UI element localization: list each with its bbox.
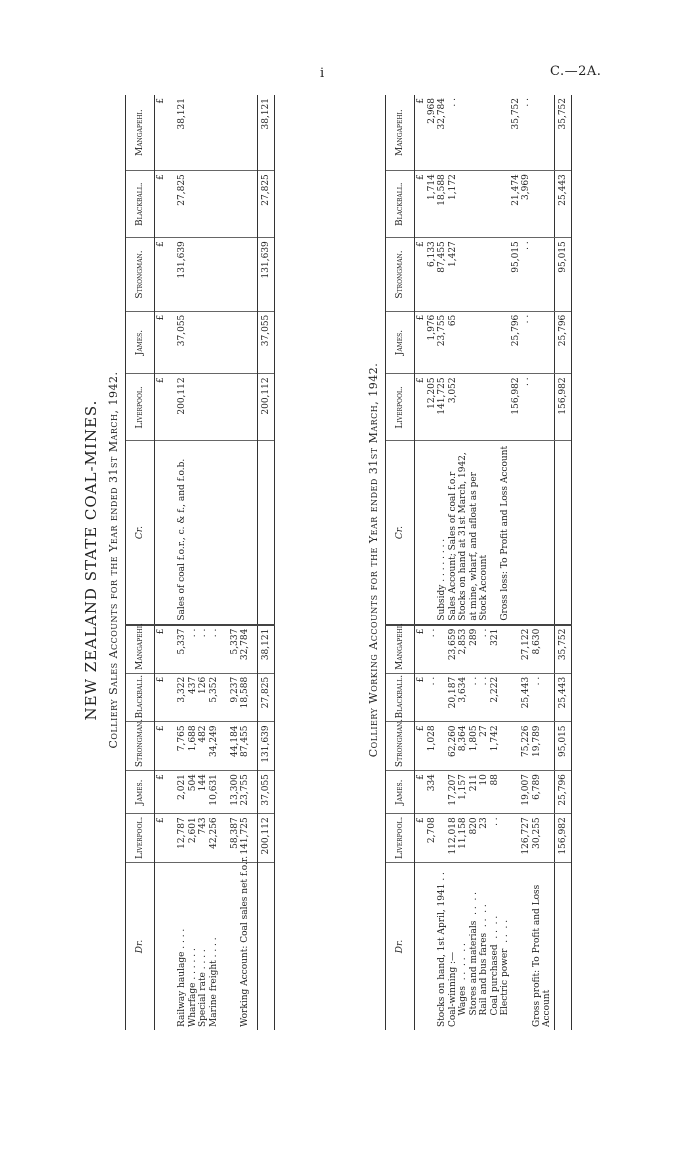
total: 38,121	[258, 625, 275, 674]
value: . .	[479, 676, 489, 686]
value: . .	[426, 676, 437, 686]
subtotal: 21,474	[510, 174, 521, 206]
working-dr-blackball	[415, 673, 555, 722]
value: 112,018	[447, 817, 458, 855]
value: 32,784	[437, 98, 447, 130]
cr-item: Sales of coal f.o.r., c. & f., and f.o.b.	[177, 458, 187, 621]
value: 18,588	[437, 174, 447, 206]
value: 11,158	[458, 817, 468, 849]
subtotal: 9,237	[229, 676, 240, 703]
subtotal: 25,443	[521, 676, 531, 709]
value: 18,588	[240, 676, 250, 709]
pound-sign: £	[416, 241, 426, 247]
pound-sign: £	[156, 174, 166, 180]
working-account-label: Working Account: Coal sales net f.o.r.	[240, 855, 250, 1027]
value: 42,256	[208, 817, 219, 849]
value: 10	[479, 774, 489, 786]
value: 3,634	[458, 676, 468, 703]
value: 23,659	[447, 628, 458, 661]
subtotal: 13,300	[229, 774, 240, 806]
total: 35,752	[554, 95, 571, 171]
total: 25,796	[554, 771, 571, 814]
sales-total-row	[258, 95, 275, 1030]
value: . .	[521, 314, 531, 324]
value: 3,969	[521, 174, 531, 200]
dr-item: Railway haulage . . . .	[177, 928, 187, 1027]
value: 87,455	[437, 241, 447, 273]
value: 482	[198, 725, 208, 743]
cr-item: Subsidy . . . . . . . .	[437, 538, 447, 621]
value: . .	[198, 628, 208, 638]
pound-sign: £	[416, 774, 426, 780]
page-title: NEW ZEALAND STATE COAL-MINES.	[82, 399, 100, 721]
total: 27,825	[258, 673, 275, 722]
value: 2,601	[187, 817, 198, 844]
subtotal: 126,727	[521, 817, 531, 855]
value: 1,172	[447, 174, 458, 200]
value: . .	[521, 98, 531, 107]
col-james: James.	[126, 771, 155, 814]
accounts-container	[80, 80, 650, 1040]
value: 5,337	[177, 628, 187, 655]
subtotal: 27,122	[521, 628, 531, 661]
pound-sign: £	[156, 377, 166, 384]
total: 156,982	[554, 374, 571, 441]
value: 38,121	[177, 98, 187, 130]
sales-dr-items	[155, 855, 258, 1030]
col-liverpool: Liverpool.	[386, 814, 415, 863]
value: 34,249	[208, 725, 219, 757]
sales-cr-liverpool	[155, 374, 258, 441]
value: 1,688	[187, 725, 198, 752]
col-strongman: Strongman.	[126, 238, 155, 312]
value: . .	[208, 628, 219, 638]
value: 126	[198, 676, 208, 694]
working-cr-items	[415, 441, 555, 625]
total: 38,121	[258, 95, 275, 171]
working-dr-items	[415, 862, 555, 1030]
subtotal: 95,015	[510, 241, 521, 273]
dr-header: Dr.	[386, 862, 415, 1030]
cr-item: Sales Account; Sales of coal f.o.r	[447, 471, 458, 621]
dr-header: Dr.	[126, 862, 155, 1030]
gross-loss-label: Gross loss: To Profit and Loss Account	[500, 445, 510, 621]
pound-sign: £	[156, 774, 166, 780]
value: 20,187	[447, 676, 458, 709]
pound-sign: £	[416, 817, 426, 824]
dr-item: Special rate . . . .	[198, 949, 208, 1027]
document-reference: C.—2A.	[550, 64, 602, 79]
dr-item: Marine freight . . . .	[208, 937, 219, 1027]
sales-cr-strongman	[155, 238, 258, 312]
pound-sign: £	[156, 314, 166, 321]
total: 131,639	[258, 238, 275, 312]
value: 1,805	[468, 725, 479, 752]
pound-sign: £	[416, 98, 426, 104]
blank-cell	[258, 441, 275, 625]
value: 321	[489, 628, 500, 646]
working-total-row	[554, 95, 571, 1030]
value: 17,207	[447, 774, 458, 806]
value: 2,021	[177, 774, 187, 800]
subtotal: 44,184	[229, 725, 240, 757]
value: 19,789	[531, 725, 542, 757]
value: 334	[426, 774, 437, 792]
dr-item: Coal-winning :—	[447, 951, 458, 1027]
value: 8,630	[531, 628, 542, 655]
value: 3,052	[447, 377, 458, 404]
subtotal: 19,007	[521, 774, 531, 806]
sales-cr-mangapehi	[155, 95, 258, 171]
sales-accounts-table	[125, 95, 275, 1030]
pound-sign: £	[156, 241, 166, 247]
pound-sign: £	[416, 628, 426, 635]
value: 1,714	[426, 174, 437, 200]
value: 289	[468, 628, 479, 646]
working-header-row	[386, 95, 415, 1030]
value: 200,112	[177, 377, 187, 415]
value: 30,255	[531, 817, 542, 849]
value: . .	[447, 98, 458, 107]
pound-sign: £	[156, 725, 166, 732]
pound-sign: £	[156, 628, 166, 635]
working-dr-liverpool	[415, 814, 555, 863]
value: 141,725	[437, 377, 447, 415]
cr-header: Cr.	[386, 441, 415, 625]
value: 2,708	[426, 817, 437, 844]
value: 5,352	[208, 676, 219, 703]
sales-body-row	[155, 95, 258, 1030]
total: 200,112	[258, 374, 275, 441]
value: 131,639	[177, 241, 187, 279]
total: 95,015	[554, 238, 571, 312]
col-mangapehi: Mangapehi.	[386, 95, 415, 171]
col-strongman: Strongman.	[386, 722, 415, 771]
dr-item: Rail and bus fares . . . .	[479, 904, 489, 1027]
value: . .	[489, 817, 500, 826]
sales-cr-james	[155, 311, 258, 374]
dr-item: Wharfage . . . . . .	[187, 948, 198, 1027]
pound-sign: £	[156, 98, 166, 104]
value: 32,784	[240, 628, 250, 661]
working-accounts-table	[385, 95, 572, 1030]
col-blackball: Blackball.	[126, 673, 155, 722]
value: 23,755	[437, 314, 447, 347]
pound-sign: £	[156, 817, 166, 824]
sales-dr-james	[155, 771, 258, 814]
value: 820	[468, 817, 479, 835]
value: . .	[187, 628, 198, 638]
sales-header-row	[126, 95, 155, 1030]
value: . .	[468, 676, 479, 686]
sales-dr-strongman	[155, 722, 258, 771]
value: 1,742	[489, 725, 500, 752]
value: 1,157	[458, 774, 468, 800]
value: . .	[521, 241, 531, 250]
value: 2,222	[489, 676, 500, 703]
cr-header: Cr.	[126, 441, 155, 625]
value: . .	[426, 628, 437, 638]
total: 131,639	[258, 722, 275, 771]
value: 1,427	[447, 241, 458, 267]
sales-cr-blackball	[155, 171, 258, 238]
col-james: James.	[126, 311, 155, 374]
working-dr-strongman	[415, 722, 555, 771]
value: 7,765	[177, 725, 187, 752]
total: 25,443	[554, 171, 571, 238]
working-accounts-title: Colliery Working Accounts for the Year ended 31st March, 1942.	[367, 362, 380, 758]
total: 25,796	[554, 311, 571, 374]
blank-cell	[554, 441, 571, 625]
value: 144	[198, 774, 208, 792]
subtotal: 25,796	[510, 314, 521, 347]
pound-sign: £	[156, 676, 166, 683]
value: 437	[187, 676, 198, 694]
value: 211	[468, 774, 479, 792]
dr-item: Wages . . . . . .	[458, 943, 468, 1027]
value: 12,787	[177, 817, 187, 849]
sales-cr-items	[155, 441, 258, 625]
value: 23	[479, 817, 489, 829]
col-james: James.	[386, 771, 415, 814]
cr-item: Stocks on hand at 31st March, 1942, at mine, wharf, and afloat as per Stock Account	[458, 452, 489, 621]
value: 87,455	[240, 725, 250, 757]
value: 88	[489, 774, 500, 786]
col-mangapehi: Mangapehi.	[126, 95, 155, 171]
col-blackball: Blackball.	[126, 171, 155, 238]
gross-profit-label: Gross profit: To Profit and Loss Account	[531, 884, 552, 1027]
pound-sign: £	[416, 725, 426, 732]
value: 62,260	[447, 725, 458, 757]
col-blackball: Blackball.	[386, 673, 415, 722]
value: 65	[447, 314, 458, 327]
blank-cell	[554, 862, 571, 1030]
value: 504	[187, 774, 198, 792]
value: 8,364	[458, 725, 468, 752]
value: 23,755	[240, 774, 250, 806]
total: 156,982	[554, 814, 571, 863]
value: . .	[531, 676, 542, 686]
pound-sign: £	[416, 676, 426, 683]
col-liverpool: Liverpool.	[126, 374, 155, 441]
col-mangapehi: Mangapehi.	[126, 625, 155, 674]
value: . .	[521, 377, 531, 386]
value: 37,055	[177, 314, 187, 347]
col-strongman: Strongman.	[386, 238, 415, 312]
value: 141,725	[240, 817, 250, 855]
pound-sign: £	[416, 174, 426, 180]
sales-accounts-title: Colliery Sales Accounts for the Year ended 31st March, 1942.	[107, 371, 120, 749]
value: 743	[198, 817, 208, 835]
dr-item: Electric power . . . .	[500, 919, 510, 1027]
total: 37,055	[258, 771, 275, 814]
sales-dr-blackball	[155, 673, 258, 722]
value: 6,789	[531, 774, 542, 800]
total: 35,752	[554, 625, 571, 674]
subtotal: 156,982	[510, 377, 521, 415]
value: . .	[479, 628, 489, 638]
working-body-row	[415, 95, 555, 1030]
value: 3,322	[177, 676, 187, 703]
value: 10,631	[208, 774, 219, 806]
working-cr-liverpool	[415, 374, 555, 441]
total: 27,825	[258, 171, 275, 238]
col-liverpool: Liverpool.	[386, 374, 415, 441]
value: 2,853	[458, 628, 468, 655]
working-cr-blackball	[415, 171, 555, 238]
working-cr-james	[415, 311, 555, 374]
dr-item: Stores and materials . . . .	[468, 891, 479, 1027]
working-cr-mangapehi	[415, 95, 555, 171]
col-mangapehi: Mangapehi.	[386, 625, 415, 674]
value: 6,133	[426, 241, 437, 267]
total: 37,055	[258, 311, 275, 374]
total: 25,443	[554, 673, 571, 722]
rotated-page-content	[80, 80, 700, 1027]
value: 1,028	[426, 725, 437, 752]
page-number: i	[320, 66, 325, 81]
subtotal: 75,226	[521, 725, 531, 757]
subtotal: 35,752	[510, 98, 521, 130]
working-cr-strongman	[415, 238, 555, 312]
value: 27	[479, 725, 489, 737]
total: 200,112	[258, 814, 275, 863]
total: 95,015	[554, 722, 571, 771]
col-blackball: Blackball.	[386, 171, 415, 238]
working-dr-mangapehi	[415, 625, 555, 674]
dr-item: Stocks on hand, 1st April, 1941 . .	[437, 872, 447, 1027]
sales-dr-mangapehi	[155, 625, 258, 674]
value: 1,976	[426, 314, 437, 341]
blank-cell	[258, 862, 275, 1030]
value: 27,825	[177, 174, 187, 206]
working-dr-james	[415, 771, 555, 814]
col-strongman: Strongman.	[126, 722, 155, 771]
subtotal: 58,387	[229, 817, 240, 849]
value: 12,205	[426, 377, 437, 409]
value: 2,968	[426, 98, 437, 124]
col-james: James.	[386, 311, 415, 374]
subtotal: 5,337	[229, 628, 240, 655]
col-liverpool: Liverpool.	[126, 814, 155, 863]
pound-sign: £	[416, 314, 426, 321]
dr-item: Coal purchased . . . .	[489, 915, 500, 1027]
pound-sign: £	[416, 377, 426, 384]
